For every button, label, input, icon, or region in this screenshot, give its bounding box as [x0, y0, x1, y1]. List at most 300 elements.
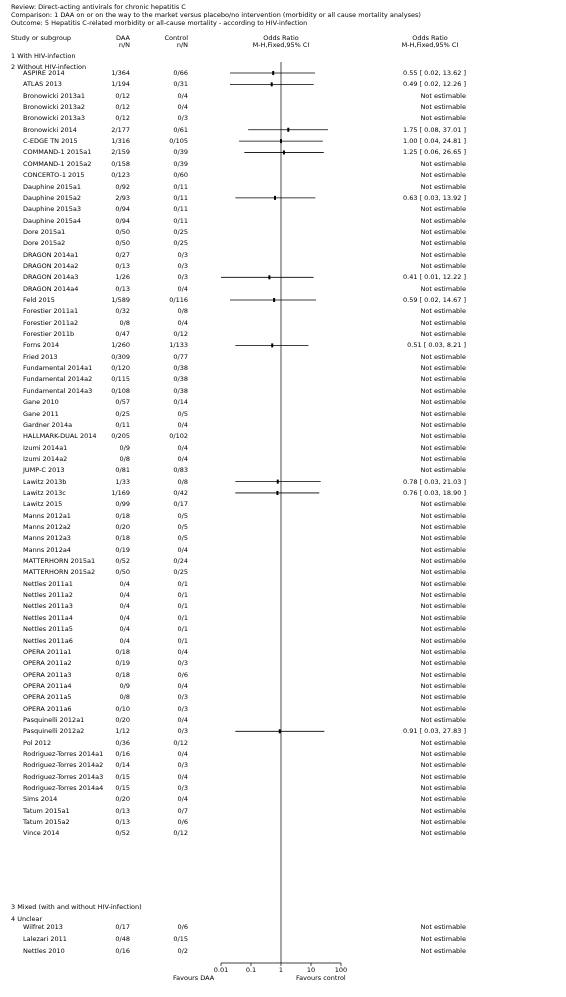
axis-tick-label: 0.01 [213, 966, 229, 974]
control-events: 0/4 [177, 795, 188, 804]
effect-estimate-text: Not estimable [420, 227, 466, 236]
daa-events: 0/13 [115, 261, 130, 270]
axis-tick-label: 100 [334, 966, 348, 974]
control-events: 0/1 [177, 579, 188, 588]
daa-events: 0/9 [119, 681, 130, 690]
effect-estimate-text: Not estimable [420, 829, 466, 838]
axis-tick-label: 1 [278, 966, 284, 974]
control-events: 0/4 [177, 91, 188, 100]
daa-events: 0/12 [115, 103, 130, 112]
effect-estimate-text: 0.78 [ 0.03, 21.03 ] [403, 477, 466, 486]
header-method-text: M-H,Fixed,95% CI [401, 41, 459, 49]
effect-estimate-text: Not estimable [420, 568, 466, 577]
header-study: Study or subgroup [11, 34, 72, 42]
study-name: COMMAND-1 2015a1 [23, 148, 92, 157]
daa-events: 0/36 [115, 738, 130, 747]
control-events: 0/61 [173, 125, 188, 134]
control-events: 0/2 [177, 947, 188, 955]
favours-control-label: Favours control [296, 974, 346, 982]
effect-estimate-text: Not estimable [420, 216, 466, 225]
control-events: 0/25 [173, 227, 188, 236]
effect-estimate-text: Not estimable [420, 557, 466, 566]
control-events: 0/25 [173, 239, 188, 248]
daa-events: 0/4 [119, 636, 130, 645]
effect-estimate-text: Not estimable [420, 500, 466, 509]
study-name: Dauphine 2015a2 [23, 193, 82, 202]
daa-events: 0/19 [115, 659, 130, 668]
control-events: 0/4 [177, 750, 188, 758]
study-name: Lalezari 2011 [23, 935, 67, 943]
daa-events: 0/15 [115, 772, 130, 781]
control-events: 0/3 [177, 727, 188, 736]
study-name: Pasquinelli 2012a2 [23, 727, 85, 736]
effect-estimate-text: Not estimable [420, 591, 466, 600]
effect-estimate-text: Not estimable [420, 636, 466, 645]
effect-estimate-text: Not estimable [420, 659, 466, 668]
favours-daa-label: Favours DAA [173, 974, 215, 982]
study-name: Fried 2013 [23, 352, 58, 361]
outcome-line: Outcome: 5 Hepatitis C-related morbidity or all-cause mortality - according to HIV-infection [11, 19, 308, 27]
effect-estimate-text: Not estimable [420, 330, 466, 339]
point-estimate [279, 729, 281, 733]
study-name: Feld 2015 [23, 296, 55, 304]
control-events: 0/1 [177, 636, 188, 645]
effect-estimate-text: Not estimable [420, 454, 466, 463]
study-name: Gane 2011 [23, 409, 59, 418]
daa-events: 2/159 [111, 148, 130, 157]
daa-events: 0/20 [115, 715, 130, 724]
study-name: Tatum 2015a1 [23, 806, 70, 815]
effect-estimate-text: Not estimable [420, 625, 466, 634]
effect-estimate-text: Not estimable [420, 795, 466, 804]
daa-events: 1/26 [115, 273, 130, 282]
control-events: 0/8 [177, 477, 188, 486]
daa-events: 0/17 [115, 923, 130, 931]
effect-estimate-text: Not estimable [420, 420, 466, 429]
daa-events: 0/123 [111, 171, 130, 180]
point-estimate [276, 491, 278, 495]
effect-estimate-text: Not estimable [420, 307, 466, 316]
study-name: Izumi 2014a1 [23, 443, 68, 452]
daa-events: 0/32 [115, 307, 130, 316]
control-events: 0/11 [173, 216, 188, 225]
daa-events: 0/27 [115, 250, 130, 259]
subgroup-heading: 3 Mixed (with and without HIV-infection) [11, 903, 142, 911]
study-name: Fundamental 2014a3 [23, 386, 93, 395]
study-name: OPERA 2011a5 [23, 693, 72, 702]
study-name: Nettles 2010 [23, 947, 65, 955]
study-name: Rodriguez-Torres 2014a1 [23, 750, 104, 758]
daa-events: 0/50 [115, 239, 130, 248]
effect-estimate-text: Not estimable [420, 205, 466, 214]
daa-events: 1/589 [111, 296, 130, 304]
study-name: Lawitz 2013b [23, 477, 67, 486]
daa-events: 0/47 [115, 330, 130, 339]
effect-estimate-text: Not estimable [420, 114, 466, 123]
daa-events: 0/48 [115, 935, 130, 943]
study-name: OPERA 2011a3 [23, 670, 72, 679]
effect-estimate-text: Not estimable [420, 409, 466, 418]
subgroup-heading: 4 Unclear [11, 915, 43, 923]
control-events: 0/4 [177, 103, 188, 112]
control-events: 0/14 [173, 398, 188, 407]
effect-estimate-text: Not estimable [420, 250, 466, 259]
control-events: 0/3 [177, 761, 188, 770]
control-events: 0/31 [173, 80, 188, 89]
effect-estimate-text: Not estimable [420, 738, 466, 747]
effect-estimate-text: Not estimable [420, 364, 466, 373]
daa-events: 0/57 [115, 398, 130, 407]
control-events: 0/6 [177, 923, 188, 931]
control-events: 0/4 [177, 443, 188, 452]
effect-estimate-text: Not estimable [420, 806, 466, 815]
control-events: 0/3 [177, 693, 188, 702]
control-events: 0/7 [177, 806, 188, 815]
control-events: 0/6 [177, 670, 188, 679]
study-name: Nettles 2011a3 [23, 602, 73, 611]
effect-estimate-text: Not estimable [420, 704, 466, 713]
daa-events: 0/12 [115, 91, 130, 100]
effect-estimate-text: Not estimable [420, 750, 466, 758]
study-name: DRAGON 2014a2 [23, 261, 79, 270]
study-name: OPERA 2011a2 [23, 659, 72, 668]
study-name: DRAGON 2014a4 [23, 284, 79, 293]
effect-estimate-text: Not estimable [420, 398, 466, 407]
control-events: 0/60 [173, 171, 188, 180]
study-name: C-EDGE TN 2015 [23, 137, 78, 146]
control-events: 0/4 [177, 681, 188, 690]
effect-estimate-text: Not estimable [420, 935, 466, 943]
daa-events: 1/316 [111, 137, 130, 146]
study-name: Bronowicki 2013a3 [23, 114, 86, 123]
control-events: 0/5 [177, 523, 188, 531]
daa-events: 0/99 [115, 500, 130, 509]
study-name: DRAGON 2014a1 [23, 250, 79, 259]
study-name: Dauphine 2015a4 [23, 216, 82, 225]
header-odds-ratio-plot: Odds Ratio [263, 34, 299, 42]
daa-events: 0/4 [119, 602, 130, 611]
control-events: 0/12 [173, 829, 188, 838]
control-events: 0/39 [173, 148, 188, 157]
daa-events: 0/13 [115, 818, 130, 827]
effect-estimate-text: Not estimable [420, 602, 466, 611]
daa-events: 0/18 [115, 670, 130, 679]
study-name: Rodriguez-Torres 2014a2 [23, 761, 104, 770]
header-method-plot: M-H,Fixed,95% CI [252, 41, 310, 49]
daa-events: 2/93 [115, 193, 130, 202]
effect-estimate-text: Not estimable [420, 534, 466, 543]
header-control: Control [164, 34, 188, 42]
control-events: 0/4 [177, 772, 188, 781]
control-events: 0/4 [177, 284, 188, 293]
daa-events: 0/13 [115, 806, 130, 815]
daa-events: 0/16 [115, 750, 130, 758]
study-name: COMMAND-1 2015a2 [23, 159, 92, 168]
subgroup-heading: 1 With HIV-infection [11, 52, 76, 60]
effect-estimate-text: Not estimable [420, 103, 466, 112]
subgroup-heading: 2 Without HIV-infection [11, 63, 87, 71]
control-events: 0/25 [173, 568, 188, 577]
point-estimate [274, 196, 276, 200]
control-events: 0/6 [177, 818, 188, 827]
daa-events: 0/108 [111, 386, 130, 395]
daa-events: 0/19 [115, 545, 130, 554]
control-events: 0/1 [177, 602, 188, 611]
axis-tick-label: 10 [306, 966, 316, 974]
study-name: Sims 2014 [23, 795, 58, 804]
effect-estimate-text: Not estimable [420, 239, 466, 248]
study-name: Wilfret 2013 [23, 923, 63, 931]
study-name: Pasquinelli 2012a1 [23, 715, 85, 724]
study-name: Forestier 2011a2 [23, 318, 79, 327]
study-name: Bronowicki 2013a1 [23, 91, 86, 100]
daa-events: 0/120 [111, 364, 130, 373]
daa-events: 0/8 [119, 318, 130, 327]
daa-events: 0/18 [115, 511, 130, 520]
control-events: 0/12 [173, 738, 188, 747]
daa-events: 0/52 [115, 829, 130, 838]
daa-events: 0/94 [115, 205, 130, 214]
effect-estimate-text: 0.55 [ 0.02, 13.62 ] [403, 69, 466, 77]
effect-estimate-text: 0.63 [ 0.03, 13.92 ] [403, 193, 466, 202]
control-events: 0/3 [177, 250, 188, 259]
daa-events: 0/158 [111, 159, 130, 168]
study-name: Nettles 2011a2 [23, 591, 73, 600]
daa-events: 1/33 [115, 477, 130, 486]
daa-events: 0/205 [111, 432, 130, 441]
point-estimate [283, 150, 285, 154]
control-events: 0/15 [173, 935, 188, 943]
study-name: ASPIRE 2014 [23, 69, 65, 77]
effect-estimate-text: Not estimable [420, 715, 466, 724]
control-events: 0/11 [173, 205, 188, 214]
study-name: Lawitz 2013c [23, 488, 66, 497]
daa-events: 0/18 [115, 647, 130, 656]
effect-estimate-text: Not estimable [420, 159, 466, 168]
study-name: Dauphine 2015a3 [23, 205, 82, 214]
effect-estimate-text: 0.91 [ 0.03, 27.83 ] [403, 727, 466, 736]
daa-events: 0/4 [119, 625, 130, 634]
effect-estimate-text: Not estimable [420, 545, 466, 554]
study-name: Vince 2014 [23, 829, 60, 838]
daa-events: 0/115 [111, 375, 130, 384]
effect-estimate-text: Not estimable [420, 261, 466, 270]
study-name: Nettles 2011a4 [23, 613, 73, 622]
control-events: 0/3 [177, 273, 188, 282]
study-name: Dauphine 2015a1 [23, 182, 82, 191]
daa-events: 2/177 [111, 125, 130, 134]
control-events: 0/1 [177, 591, 188, 600]
control-events: 0/102 [169, 432, 188, 441]
daa-events: 0/50 [115, 227, 130, 236]
control-events: 0/38 [173, 364, 188, 373]
daa-events: 1/12 [115, 727, 130, 736]
study-name: Dore 2015a2 [23, 239, 66, 248]
study-name: JUMP-C 2013 [23, 466, 65, 475]
daa-events: 0/50 [115, 568, 130, 577]
daa-events: 0/13 [115, 284, 130, 293]
control-events: 0/5 [177, 409, 188, 418]
study-name: Tatum 2015a2 [23, 818, 70, 827]
control-events: 0/4 [177, 647, 188, 656]
control-events: 0/5 [177, 511, 188, 520]
control-events: 0/12 [173, 330, 188, 339]
review-line: Review: Direct-acting antivirals for chronic hepatitis C [11, 3, 186, 11]
point-estimate [273, 298, 275, 302]
study-name: Nettles 2011a6 [23, 636, 73, 645]
control-events: 0/4 [177, 318, 188, 327]
effect-estimate-text: Not estimable [420, 284, 466, 293]
study-name: Fundamental 2014a1 [23, 364, 93, 373]
study-name: Bronowicki 2013a2 [23, 103, 86, 112]
study-name: Gane 2010 [23, 398, 59, 407]
daa-events: 0/4 [119, 591, 130, 600]
control-events: 0/4 [177, 454, 188, 463]
study-name: DRAGON 2014a3 [23, 273, 79, 282]
control-events: 0/105 [169, 137, 188, 146]
daa-events: 0/94 [115, 216, 130, 225]
daa-events: 0/11 [115, 420, 130, 429]
study-name: Pol 2012 [23, 738, 52, 747]
control-events: 0/3 [177, 659, 188, 668]
effect-estimate-text: Not estimable [420, 579, 466, 588]
effect-estimate-text: Not estimable [420, 511, 466, 520]
effect-estimate-text: Not estimable [420, 375, 466, 384]
daa-events: 0/16 [115, 947, 130, 955]
control-events: 0/38 [173, 386, 188, 395]
effect-estimate-text: 0.76 [ 0.03, 18.90 ] [403, 488, 466, 497]
study-name: Manns 2012a4 [23, 545, 71, 554]
control-events: 0/42 [173, 488, 188, 497]
control-events: 0/5 [177, 534, 188, 543]
study-name: Rodriguez-Torres 2014a3 [23, 772, 104, 781]
effect-estimate-text: Not estimable [420, 318, 466, 327]
control-events: 0/8 [177, 307, 188, 316]
control-events: 0/66 [173, 69, 188, 77]
study-name: Rodriguez-Torres 2014a4 [23, 784, 104, 793]
daa-events: 0/10 [115, 704, 130, 713]
study-name: Nettles 2011a1 [23, 579, 73, 588]
daa-events: 0/4 [119, 579, 130, 588]
control-events: 0/83 [173, 466, 188, 475]
effect-estimate-text: 1.25 [ 0.06, 26.65 ] [403, 148, 466, 157]
control-events: 0/3 [177, 704, 188, 713]
control-events: 0/116 [169, 296, 188, 304]
study-name: OPERA 2011a1 [23, 647, 72, 656]
header-control-nn: n/N [176, 41, 188, 49]
effect-estimate-text: Not estimable [420, 352, 466, 361]
control-events: 0/38 [173, 375, 188, 384]
study-name: Manns 2012a3 [23, 534, 71, 543]
control-events: 0/77 [173, 352, 188, 361]
comparison-line: Comparison: 1 DAA on or on the way to the market versus placebo/no intervention (morbidity or all cause mortality analyses) [11, 11, 421, 19]
study-name: CONCERTO-1 2015 [23, 171, 85, 180]
daa-events: 0/9 [119, 443, 130, 452]
header-odds-ratio-text: Odds Ratio [412, 34, 448, 42]
study-name: OPERA 2011a6 [23, 704, 72, 713]
control-events: 0/3 [177, 784, 188, 793]
control-events: 0/1 [177, 613, 188, 622]
study-name: Forestier 2011a1 [23, 307, 79, 316]
study-name: Nettles 2011a5 [23, 625, 73, 634]
control-events: 0/4 [177, 715, 188, 724]
effect-estimate-text: Not estimable [420, 182, 466, 191]
control-events: 1/133 [169, 341, 188, 350]
daa-events: 0/25 [115, 409, 130, 418]
header-daa-nn: n/N [118, 41, 130, 49]
study-name: HALLMARK-DUAL 2014 [23, 432, 97, 441]
daa-events: 0/20 [115, 795, 130, 804]
study-name: Gardner 2014a [23, 420, 73, 429]
point-estimate [271, 343, 273, 347]
effect-estimate-text: Not estimable [420, 681, 466, 690]
header-daa: DAA [116, 34, 130, 42]
effect-estimate-text: Not estimable [420, 923, 466, 931]
effect-estimate-text: Not estimable [420, 613, 466, 622]
control-events: 0/39 [173, 159, 188, 168]
effect-estimate-text: Not estimable [420, 647, 466, 656]
effect-estimate-text: Not estimable [420, 761, 466, 770]
effect-estimate-text: 0.59 [ 0.02, 14.67 ] [403, 296, 466, 304]
effect-estimate-text: 0.51 [ 0.03, 8.21 ] [407, 341, 466, 350]
study-name: Manns 2012a2 [23, 523, 71, 531]
control-events: 0/24 [173, 557, 188, 566]
effect-estimate-text: 0.41 [ 0.01, 12.22 ] [403, 273, 466, 282]
daa-events: 0/15 [115, 784, 130, 793]
control-events: 0/17 [173, 500, 188, 509]
point-estimate [272, 71, 274, 75]
control-events: 0/4 [177, 545, 188, 554]
daa-events: 0/92 [115, 182, 130, 191]
effect-estimate-text: Not estimable [420, 818, 466, 827]
study-name: ATLAS 2013 [23, 80, 62, 89]
study-name: Dore 2015a1 [23, 227, 66, 236]
control-events: 0/1 [177, 625, 188, 634]
daa-events: 0/20 [115, 523, 130, 531]
effect-estimate-text: 0.49 [ 0.02, 12.26 ] [403, 80, 466, 89]
effect-estimate-text: Not estimable [420, 91, 466, 100]
axis-tick-label: 0.1 [245, 966, 257, 974]
control-events: 0/3 [177, 261, 188, 270]
effect-estimate-text: Not estimable [420, 772, 466, 781]
control-events: 0/4 [177, 420, 188, 429]
study-name: OPERA 2011a4 [23, 681, 72, 690]
effect-estimate-text: Not estimable [420, 171, 466, 180]
daa-events: 1/169 [111, 488, 130, 497]
effect-estimate-text: 1.00 [ 0.04, 24.81 ] [403, 137, 466, 146]
effect-estimate-text: Not estimable [420, 947, 466, 955]
study-name: Izumi 2014a2 [23, 454, 68, 463]
daa-events: 1/194 [111, 80, 130, 89]
daa-events: 0/52 [115, 557, 130, 566]
daa-events: 0/18 [115, 534, 130, 543]
daa-events: 0/81 [115, 466, 130, 475]
control-events: 0/11 [173, 193, 188, 202]
daa-events: 0/14 [115, 761, 130, 770]
daa-events: 1/260 [111, 341, 130, 350]
study-name: Forns 2014 [23, 341, 60, 350]
daa-events: 0/309 [111, 352, 130, 361]
study-name: Forestier 2011b [23, 330, 75, 339]
daa-events: 1/364 [111, 69, 130, 77]
effect-estimate-text: Not estimable [420, 670, 466, 679]
point-estimate [268, 275, 270, 279]
study-name: Manns 2012a1 [23, 511, 71, 520]
effect-estimate-text: Not estimable [420, 784, 466, 793]
daa-events: 0/8 [119, 693, 130, 702]
point-estimate [287, 128, 289, 132]
control-events: 0/3 [177, 114, 188, 123]
